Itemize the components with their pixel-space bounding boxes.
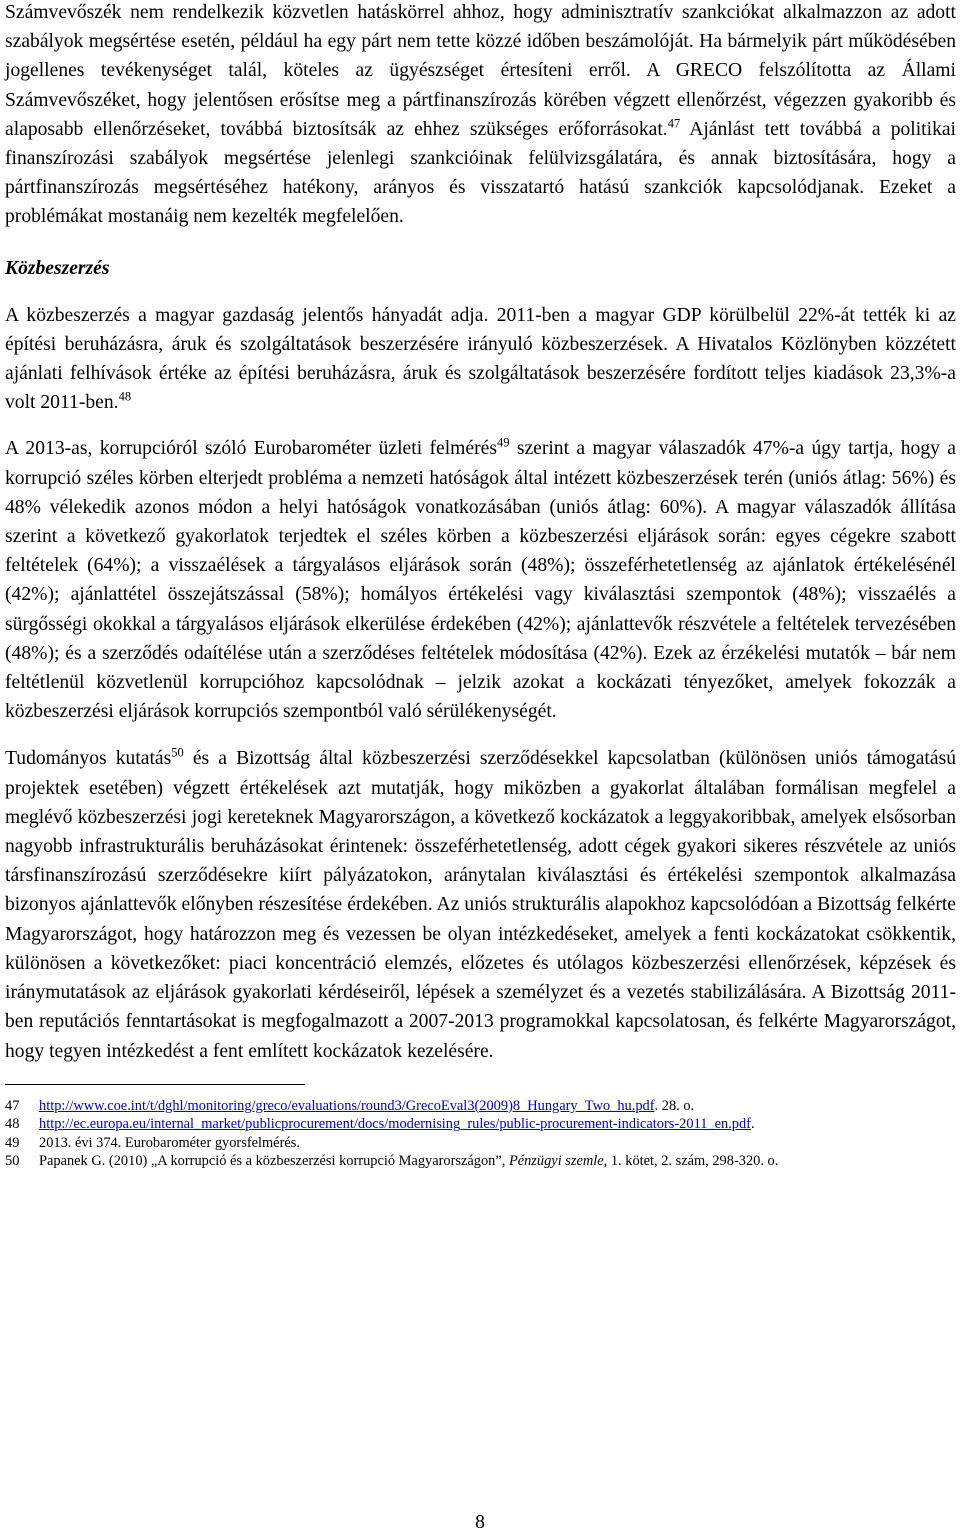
paragraph-eurobarometer	[5, 434, 956, 726]
footnote-text	[39, 1097, 956, 1116]
paragraph-text: A közbeszerzés a magyar gazdaság jelentős hányadát adja. 2011-ben a magyar GDP körülbelül 22%-át tették ki az építési beruházásra, áruk és szolgáltatások beszerzésére irányuló közbeszerzések. A Hivatalos Közlönyben közzétett ajánlati felhívások értéke az építési beruházásra, áruk és szolgáltatások beszerzésére fordított teljes kiadások 23,3%-a volt 2011-ben.	[5, 304, 956, 414]
paragraph-text: Számvevőszék nem rendelkezik közvetlen hatáskörrel ahhoz, hogy adminisztratív szankciókat alkalmazzon az adott szabályok megsértése esetén, például ha egy párt nem tette közzé időben beszámolóját. Ha bármelyik párt működésében jogellenes tevékenységet talál, köteles az ügyészséget értesíteni erről. A GRECO felszólította az Állami Számvevőszéket, hogy jelentősen erősítse meg a pártfinanszírozás körében végzett ellenőrzést, végezzen gyakoribb és alaposabb ellenőrzéseket, továbbá biztosítsák az ehhez szükséges erőforrásokat.	[5, 2, 956, 140]
footnote-link[interactable]: http://www.coe.int/t/dghl/monitoring/greco/evaluations/round3/GrecoEval3(2009)8_Hungary_Two_hu.pdf	[39, 1097, 655, 1114]
paragraph-text: szerint a magyar válaszadók 47%-a úgy tartja, hogy a korrupció széles körben elterjedt probléma a nemzeti hatóságok által intézett közbeszerzések terén (uniós átlag: 56%) és 48% vélekedik azonos módon a helyi hatóságok vonatkozásában (uniós átlag: 60%). A magyar válaszadók állítása szerint a következő gyakorlatok terjedtek el széles körben a közbeszerzési eljárások során: egyes cégekre szabott feltételek (64%); a visszaélések a tárgyalásos eljárások során (48%); összeférhetetlenség az ajánlatok értékelésénél (42%); ajánlattétel összejátszással (58%); homályos értékelési vagy kiválasztási szempontok (48%); visszaélés a sürgősségi okokkal a tárgyalásos eljárások elkerülése érdekében (42%); ajánlattevők részvétele a feltételek tervezésében (48%); és a szerződés odaítélése után a szerződéses feltételek módosítása (42%). Ezek az érzékelési mutatók – bár nem feltétlenül közvetlenül korrupcióhoz kapcsolódnak – jelzik azokat a kockázati tényezőket, amelyek fokozzák a közbeszerzési eljárások korrupciós szempontból való sérülékenységét.	[5, 438, 956, 723]
section-heading: Közbeszerzés	[5, 257, 110, 279]
footnote-number: 48	[5, 1116, 20, 1133]
footnote-text: 2013. évi 374. Eurobarométer gyorsfelmérés.	[39, 1134, 300, 1151]
footnote-text	[39, 1115, 956, 1134]
footnote-number: 49	[5, 1134, 20, 1151]
paragraph-text: Ajánlást tett továbbá a politikai finanszírozási szabályok megsértése jelenlegi szankcióinak felülvizsgálatára, és annak biztosítására, hogy a pártfinanszírozás megsértéséhez hatékony, arányos és visszatartó hatású szankciók kapcsolódjanak. Ezeket a problémákat mostanáig nem kezelték megfelelően.	[5, 118, 957, 228]
footnote-citation: Papanek G. (2010) „A korrupció és a közbeszerzési korrupció Magyarországon”,	[39, 1153, 509, 1170]
footnote-divider	[5, 1084, 305, 1085]
page-number: 8	[475, 1512, 485, 1533]
journal-title: Pénzügyi szemle	[508, 1153, 604, 1170]
paragraph-text: Tudományos kutatás	[5, 748, 172, 770]
footnote-47	[5, 1097, 956, 1116]
footnote-reference[interactable]: 48	[118, 389, 132, 404]
paragraph-party-financing	[5, 0, 956, 232]
paragraph-text: és a Bizottság által közbeszerzési szerződésekkel kapcsolatban (különösen uniós támogatású projektek esetében) végzett értékelések azt mutatják, hogy miközben a gyakorlat általában formálisan megfelel a meglévő közbeszerzési jogi kereteknek Magyarországon, a következő kockázatok a leggyakoribbak, amelyek elsősorban nagyobb infrastrukturális beruházásokat érintenek: összeférhetetlenség, adott cégek gyakori sikeres részvétele az uniós társfinanszírozású szerződésekre kiírt pályázatokon, aránytalan kiválasztási és értékelési szempontok alkalmazása bizonyos ajánlattevők előnyben részesítése érdekében. Az uniós strukturális alapokhoz kapcsolódóan a Bizottság felkérte Magyarországot, hogy határozzon meg és vezessen be olyan intézkedéseket, amelyek a fenti kockázatokat csökkentik, különösen a következőket: piaci koncentráció elemzés, előzetes és utólagos közbeszerzési ellenőrzések, képzések és iránymutatások az eljárások gyakorlati kérdéseiről, lépések a személyzet és a vezetés stabilizálására. A Bizottság 2011-ben reputációs fenntartásokat is megfogalmazott a 2007-2013 programokkal kapcsolatosan, és felkérte Magyarországot, hogy tegyen intézkedést a fent említett kockázatok kezelésére.	[5, 748, 956, 1062]
document-page	[5, 0, 956, 1171]
footnote-suffix: .	[750, 1116, 755, 1133]
footnote-reference[interactable]: 49	[496, 435, 510, 450]
footnote-suffix: , 1. kötet, 2. szám, 298-320. o.	[603, 1153, 779, 1170]
footnotes	[5, 1097, 956, 1171]
footnote-suffix: . 28. o.	[654, 1097, 695, 1114]
footnote-49	[5, 1134, 956, 1153]
footnote-reference[interactable]: 50	[171, 745, 184, 760]
footnote-link[interactable]: http://ec.europa.eu/internal_market/publicprocurement/docs/modernising_rules/public-procurement-indicators-2011_en.pdf	[39, 1116, 751, 1133]
footnote-reference[interactable]: 47	[667, 116, 681, 131]
paragraph-procurement-share	[5, 301, 956, 418]
footnote-48	[5, 1115, 956, 1134]
paragraph-text: A 2013-as, korrupcióról szóló Eurobarométer üzleti felmérés	[5, 438, 497, 460]
footnote-text	[39, 1152, 956, 1171]
footnote-number: 47	[5, 1097, 20, 1114]
footnote-50	[5, 1152, 956, 1171]
paragraph-research-findings	[5, 744, 956, 1065]
footnote-number: 50	[5, 1153, 20, 1170]
